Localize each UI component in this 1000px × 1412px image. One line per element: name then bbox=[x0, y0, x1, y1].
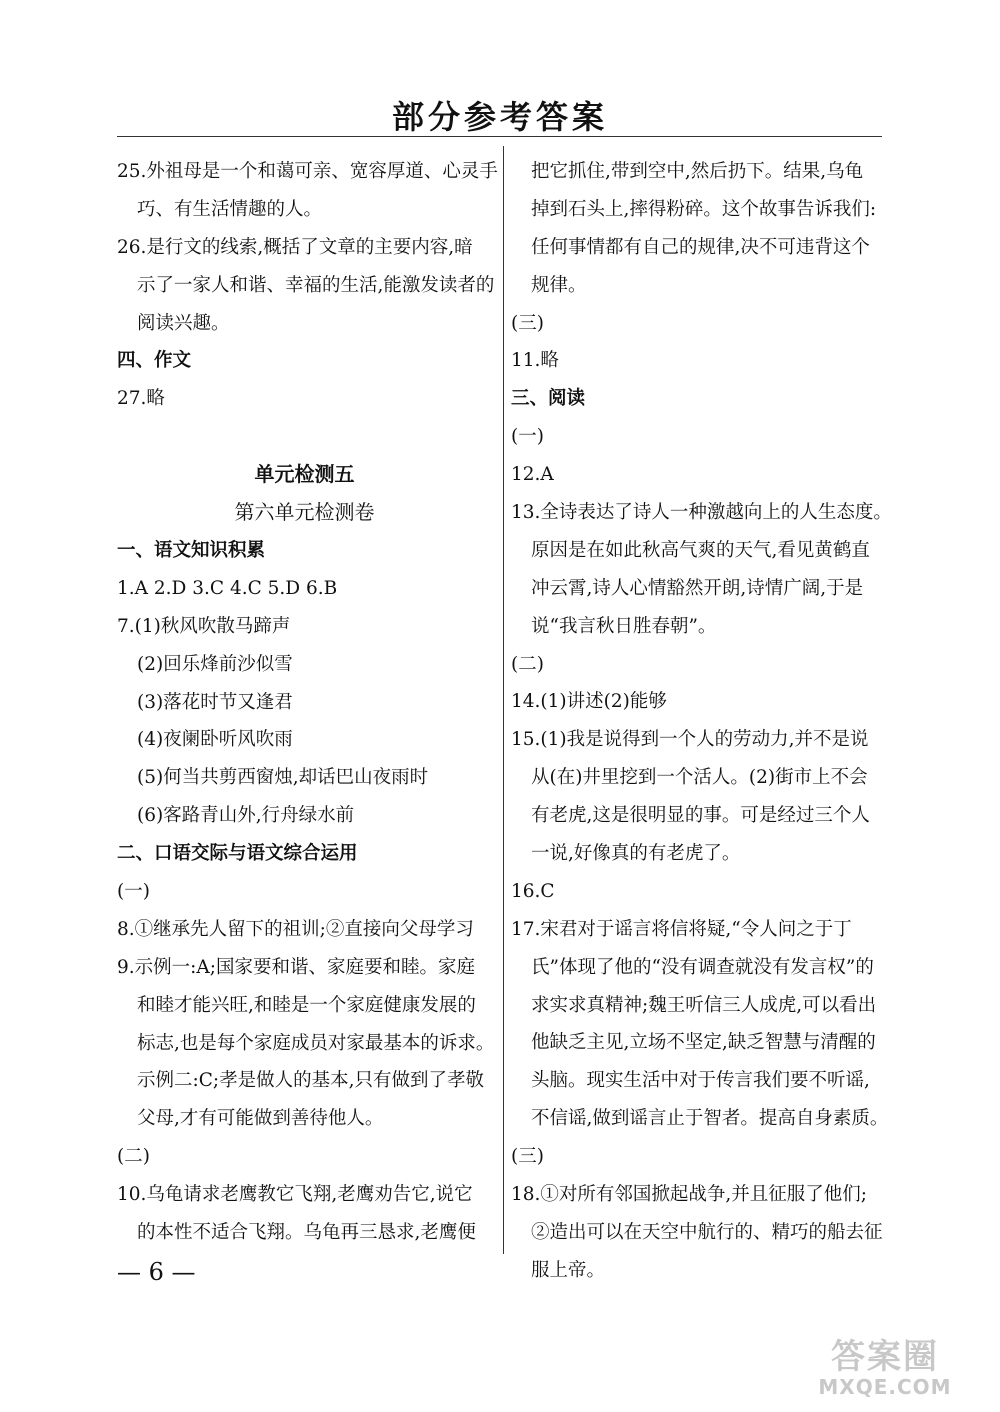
answer-line: 把它抓住,带到空中,然后扔下。结果,乌龟 bbox=[531, 161, 864, 182]
answer-line: 第六单元检测卷 bbox=[234, 500, 375, 525]
answer-line: 示了一家人和谐、幸福的生活,能激发读者的 bbox=[137, 274, 495, 296]
answer-line: 氏”体现了他的“没有调查就没有发言权”的 bbox=[531, 956, 874, 978]
answer-line: (3)落花时节又逢君 bbox=[137, 691, 293, 713]
left-column bbox=[117, 153, 498, 1252]
answer-line: 13.全诗表达了诗人一种激越向上的人生态度。 bbox=[511, 502, 892, 524]
section-heading: 一、语文知识积累 bbox=[117, 540, 266, 562]
answer-line: 有老虎,这是很明显的事。可是经过三个人 bbox=[531, 805, 870, 827]
answer-line: 9.示例一:A;国家要和谐、家庭要和睦。家庭 bbox=[117, 956, 475, 978]
answer-line: 25.外祖母是一个和蔼可亲、宽容厚道、心灵手 bbox=[117, 161, 498, 182]
answer-line: 和睦才能兴旺,和睦是一个家庭健康发展的 bbox=[137, 994, 476, 1016]
answer-line: (6)客路青山外,行舟绿水前 bbox=[137, 805, 355, 827]
answer-line: 12.A bbox=[511, 464, 554, 486]
answer-line: 规律。 bbox=[531, 274, 587, 296]
answer-line: 7.(1)秋风吹散马蹄声 bbox=[117, 615, 291, 637]
answer-line: 15.(1)我是说得到一个人的劳动力,并不是说 bbox=[511, 729, 869, 751]
spacer bbox=[117, 418, 492, 456]
answer-line: (三) bbox=[511, 1146, 544, 1168]
answer-line: 冲云霄,诗人心情豁然开朗,诗情广阔,于是 bbox=[531, 577, 864, 599]
answer-line: (三) bbox=[511, 312, 544, 334]
answer-line: (二) bbox=[117, 1146, 150, 1168]
answer-line: 说“我言秋日胜春朝”。 bbox=[531, 615, 717, 637]
page-header-title: 部分参考答案 bbox=[391, 98, 608, 136]
answer-line: ②造出可以在天空中航行的、精巧的船去征 bbox=[531, 1221, 883, 1243]
section-heading: 三、阅读 bbox=[511, 388, 586, 410]
answer-line: (2)回乐烽前沙似雪 bbox=[137, 653, 293, 675]
answer-line: 11.略 bbox=[511, 350, 559, 372]
answer-line: 服上帝。 bbox=[531, 1259, 606, 1281]
answer-line: (5)何当共剪西窗烛,却话巴山夜雨时 bbox=[137, 767, 429, 789]
answer-line: 10.乌龟请求老鹰教它飞翔,老鹰劝告它,说它 bbox=[117, 1184, 473, 1206]
section-heading: 四、作文 bbox=[117, 350, 192, 372]
answer-line: 的本性不适合飞翔。乌龟再三恳求,老鹰便 bbox=[137, 1222, 476, 1244]
answer-line: (一) bbox=[117, 881, 150, 903]
answer-line: 原因是在如此秋高气爽的天气,看见黄鹤直 bbox=[531, 539, 870, 561]
answer-line: (一) bbox=[511, 426, 544, 448]
watermark-logo-text: 答案圈 bbox=[831, 1337, 939, 1377]
answer-line: 头脑。现实生活中对于传言我们要不听谣, bbox=[531, 1070, 870, 1092]
answer-line: 从(在)井里挖到一个活人。(2)街市上不会 bbox=[531, 767, 868, 789]
watermark-logo bbox=[790, 1338, 980, 1398]
answer-line: 巧、有生活情趣的人。 bbox=[137, 198, 323, 220]
answer-line: 26.是行文的线索,概括了文章的主要内容,暗 bbox=[117, 236, 473, 258]
right-column bbox=[511, 153, 893, 1290]
answer-line: 1.A 2.D 3.C 4.C 5.D 6.B bbox=[117, 577, 338, 599]
answer-line: 27.略 bbox=[117, 388, 165, 410]
answer-line: 17.宋君对于谣言将信将疑,“令人问之于丁 bbox=[511, 918, 852, 940]
answer-line: 掉到石头上,摔得粉碎。这个故事告诉我们: bbox=[531, 198, 877, 220]
answer-line: 18.①对所有邻国掀起战争,并且征服了他们; bbox=[511, 1184, 868, 1206]
answer-line: (4)夜阑卧听风吹雨 bbox=[137, 729, 293, 751]
answer-line: 16.C bbox=[511, 880, 555, 902]
answer-line: 14.(1)讲述(2)能够 bbox=[511, 691, 667, 713]
answer-line: 不信谣,做到谣言止于智者。提高自身素质。 bbox=[531, 1108, 889, 1130]
answer-line: 任何事情都有自己的规律,决不可违背这个 bbox=[531, 236, 870, 258]
answer-line: 示例二:C;孝是做人的基本,只有做到了孝敬 bbox=[137, 1070, 485, 1092]
watermark-site-text: MXQE.COM bbox=[818, 1375, 952, 1399]
answer-line: 一说,好像真的有老虎了。 bbox=[531, 843, 741, 865]
answer-line: 父母,才有可能做到善待他人。 bbox=[137, 1108, 384, 1130]
column-divider bbox=[503, 146, 504, 1254]
answer-line: (二) bbox=[511, 653, 544, 675]
answer-line: 他缺乏主见,立场不坚定,缺乏智慧与清醒的 bbox=[531, 1032, 876, 1054]
section-heading: 单元检测五 bbox=[254, 462, 355, 487]
answer-line: 标志,也是每个家庭成员对家最基本的诉求。 bbox=[137, 1032, 495, 1054]
section-heading: 二、口语交际与语文综合运用 bbox=[117, 843, 358, 865]
answer-line: 阅读兴趣。 bbox=[137, 312, 230, 334]
answer-line: 求实求真精神;魏王听信三人成虎,可以看出 bbox=[531, 994, 877, 1016]
page-number: — 6 — bbox=[117, 1258, 196, 1286]
header-rule bbox=[117, 136, 882, 137]
answer-line: 8.①继承先人留下的祖训;②直接向父母学习 bbox=[117, 918, 474, 940]
